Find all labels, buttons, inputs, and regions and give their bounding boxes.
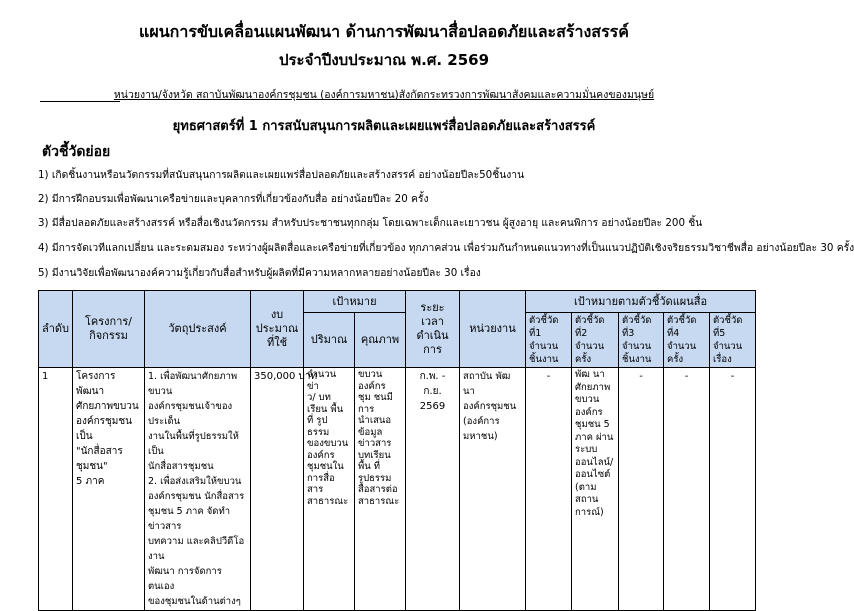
cell-budget: 350,000 บาท xyxy=(251,368,304,611)
cell-quantity: จำนวน ข่า ว/ บท เรียน พื้น ที่ รูป ธรรม ของขบวน องค์กร ชุมชนใน การสื่อ สาร สาธารณะ xyxy=(304,368,355,611)
header-indicator-1: ตัวชี้วัดที่1 จำนวน ชิ้นงาน xyxy=(526,313,572,368)
fiscal-year-title: ประจำปีงบประมาณ พ.ศ. 2569 xyxy=(278,51,490,69)
cell-indicator-3: - xyxy=(619,368,664,611)
indicators-title: ตัวชี้วัดย่อย xyxy=(42,144,111,160)
cell-indicator-5: - xyxy=(710,368,756,611)
table-row xyxy=(39,368,756,611)
indicator-item-3: 3) มีสื่อปลอดภัยและสร้างสรรค์ หรือสื่อเชิงนวัตกรรม สำหรับประชาชนทุกกลุ่ม โดยเฉพาะเด็กและเยาวชน ผู้สูงอายุ และคนพิการ อย่างน้อยปีละ 200 ชิ้น xyxy=(38,217,703,229)
header-indicator-2: ตัวชี้วัดที่2 จำนวนครั้ง xyxy=(572,313,619,368)
cell-quality: ขบวน องค์กร ชุม ชนมีการ นำเสนอ ข้อมูล ข่าวสาร บทเรียน พื้น ที่ รูปธรรม สื่อสารต่อ สาธารณะ xyxy=(355,368,406,611)
cell-indicator-2: พัฒ นา ศักยภาพ ขบวน องค์กร ชุมชน 5 ภาค ผ่าน ระบบ ออนไลน์/ ออนไซต์ (ตามสถาน การณ์) xyxy=(572,368,619,611)
cell-indicator-1: - xyxy=(526,368,572,611)
indicator-item-2: 2) มีการฝึกอบรมเพื่อพัฒนาเครือข่ายและบุคลากรที่เกี่ยวข้องกับสื่อ อย่างน้อยปีละ 20 ครั้ง xyxy=(38,193,429,205)
header-indicator-3: ตัวชี้วัดที่3 จำนวน ชิ้นงาน xyxy=(619,313,664,368)
document-title: แผนการขับเคลื่อนแผนพัฒนา ด้านการพัฒนาสื่อปลอดภัยและสร้างสรรค์ xyxy=(139,22,629,41)
header-project: โครงการ/ กิจกรรม xyxy=(73,291,145,368)
header-budget: งบประมาณ ที่ใช้ xyxy=(251,291,304,368)
cell-duration: ก.พ. - ก.ย. 2569 xyxy=(406,368,460,611)
indicator-item-4: 4) มีการจัดเวทีแลกเปลี่ยน และระดมสมอง ระหว่างผู้ผลิตสื่อและเครือข่ายที่เกี่ยวข้อง ทุกภาคส่วน เพื่อร่วมกันกำหนดแนวทางที่เป็นแนวปฏิบัติเชิงจริยธรรมวิชาชีพสื่อ อย่างน้อยปีละ 30 ครั้ง xyxy=(38,242,854,254)
strategy-title: ยุทธศาสตร์ที่ 1 การสนับสนุนการผลิตและเผยแพร่สื่อปลอดภัยและสร้างสรรค์ xyxy=(172,119,596,134)
header-target: เป้าหมาย xyxy=(304,291,406,313)
indicator-item-1: 1) เกิดชิ้นงานหรือนวัตกรรมที่สนับสนุนการผลิตและเผยแพร่สื่อปลอดภัยและสร้างสรรค์ อย่างน้อยปีละ50ชิ้นงาน xyxy=(38,169,525,181)
header-objective: วัตถุประสงค์ xyxy=(145,291,251,368)
plan-table xyxy=(38,290,756,611)
header-duration: ระยะเวลา ดำเนินการ xyxy=(406,291,460,368)
indicator-item-5: 5) มีงานวิจัยเพื่อพัฒนาองค์ความรู้เกี่ยวกับสื่อสำหรับผู้ผลิตที่มีความหลากหลายอย่างน้อยปีละ 30 เรื่อง xyxy=(38,267,481,279)
header-indicator-4: ตัวชี้วัดที่4 จำนวน ครั้ง xyxy=(664,313,710,368)
header-indicator-targets: เป้าหมายตามตัวชี้วัดแผนสื่อ xyxy=(526,291,756,313)
header-no: ลำดับ xyxy=(39,291,73,368)
cell-unit: สถาบัน พัฒ นา องค์กรชุมชน (องค์การ มหาชน) xyxy=(460,368,526,611)
header-indicator-5: ตัวชี้วัดที่5 จำนวน เรื่อง xyxy=(710,313,756,368)
header-unit: หน่วยงาน xyxy=(460,291,526,368)
cell-objective: 1. เพื่อพัฒนาศักยภาพขบวน องค์กรชุมชนเจ้าของประเด็น งานในพื้นที่รูปธรรมให้เป็น นักสื่อสารชุมชน 2. เพื่อส่งเสริมให้ขบวน องค์กรชุมชน นักสื่อสาร ชุมชน 5 ภาค จัดทำข่าวสาร บทความ และคลิปวีดีโองาน พัฒนา การจัดการตนเอง ของชุมชนในด้านต่างๆ xyxy=(145,368,251,611)
cell-no: 1 xyxy=(39,368,73,611)
cell-project: โครงการพัฒนา ศักยภาพขบวน องค์กรชุมชน เป็น "นักสื่อสารชุมชน" 5 ภาค xyxy=(73,368,145,611)
agency-line: หน่วยงาน/จังหวัด สถาบันพัฒนาองค์กรชุมชน (องค์การมหาชน)สังกัดกระทรวงการพัฒนาสังคมและความมั่นคงของมนุษย์ xyxy=(113,89,655,101)
header-quality: คุณภาพ xyxy=(355,313,406,368)
cell-indicator-4: - xyxy=(664,368,710,611)
header-quantity: ปริมาณ xyxy=(304,313,355,368)
